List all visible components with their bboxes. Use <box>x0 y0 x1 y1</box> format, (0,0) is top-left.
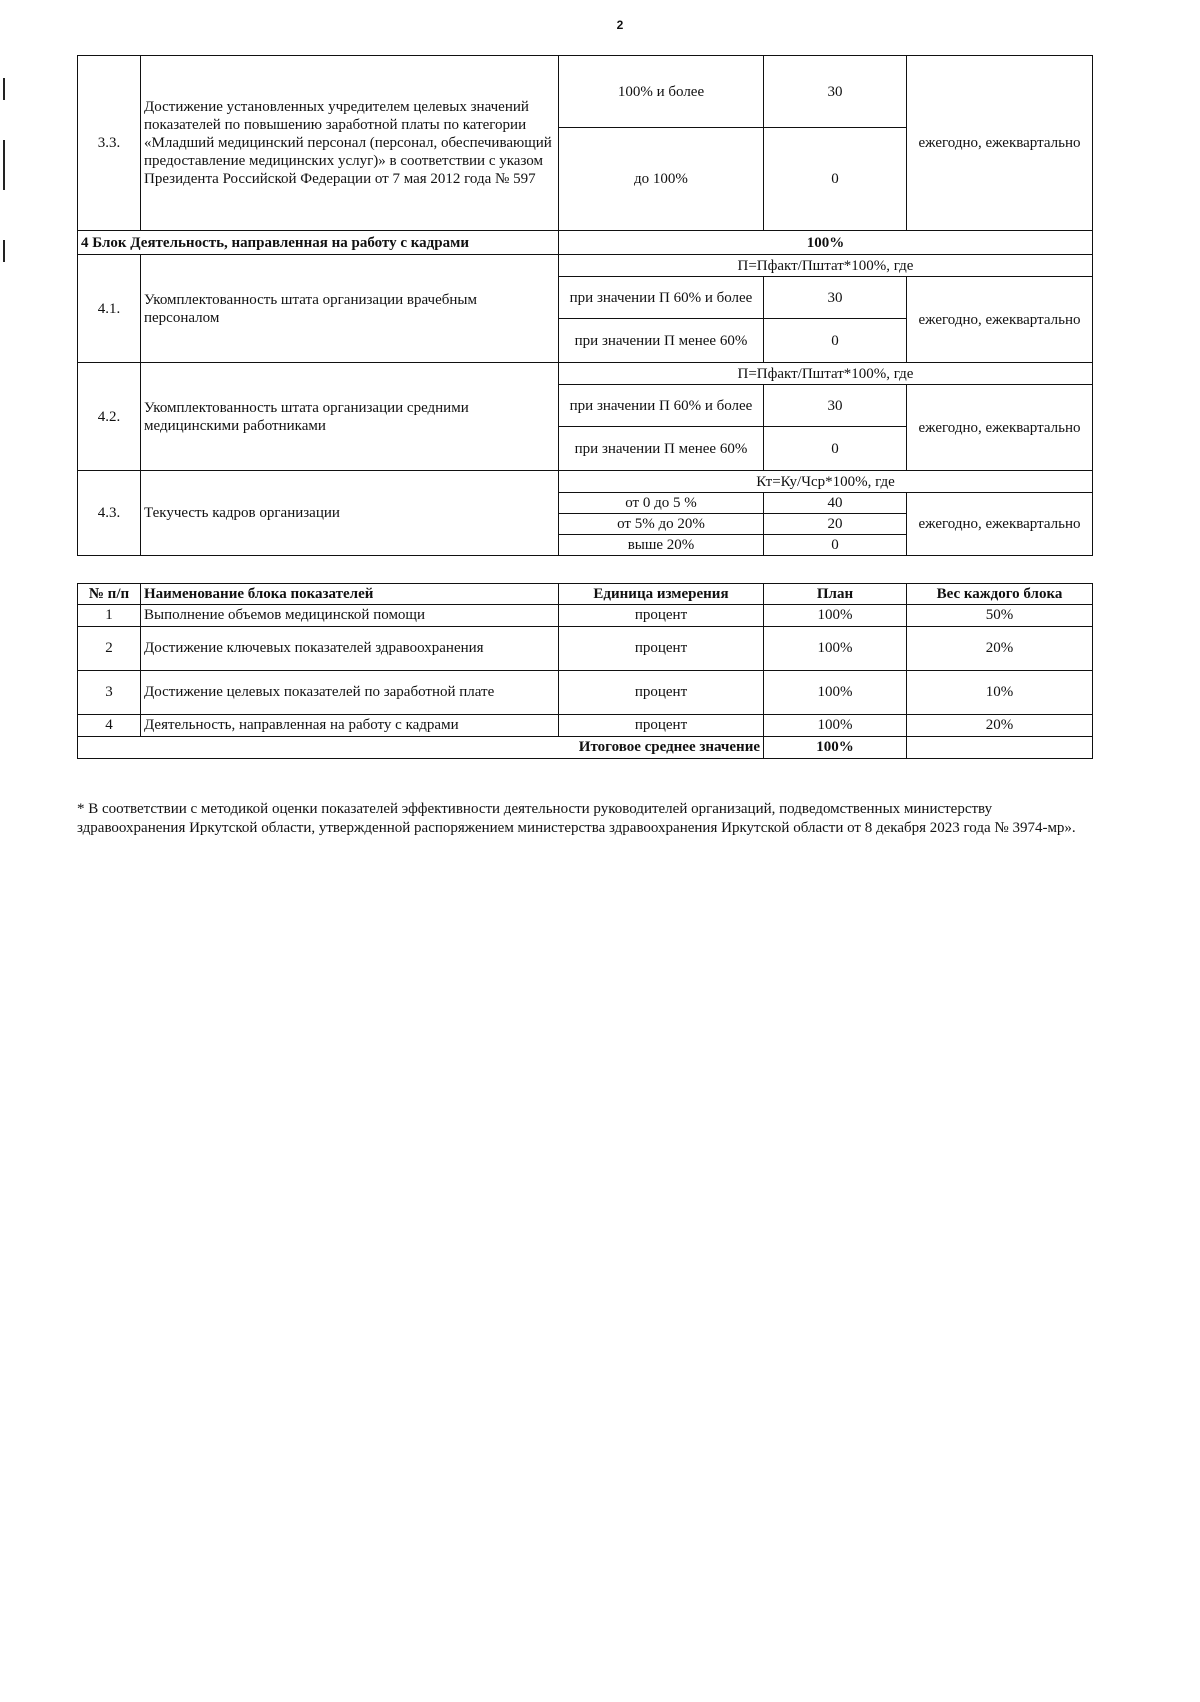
indicator-description: Укомплектованность штата организации врачебным персоналом <box>141 255 559 363</box>
table-row <box>78 627 1093 671</box>
periodicity-cell: ежегодно, ежеквартально <box>907 277 1093 363</box>
block-name: Деятельность, направленная на работу с кадрами <box>141 715 559 737</box>
row-number: 4 <box>78 715 141 737</box>
weight-cell: 20% <box>907 627 1093 671</box>
score-cell: 0 <box>764 427 907 471</box>
plan-cell: 100% <box>764 671 907 715</box>
total-plan: 100% <box>764 737 907 759</box>
total-empty-cell <box>907 737 1093 759</box>
table-row <box>78 671 1093 715</box>
row-number: 1 <box>78 605 141 627</box>
formula-cell: П=Пфакт/Пштат*100%, где <box>559 363 1093 385</box>
row-number: 2 <box>78 627 141 671</box>
condition-cell: при значении П менее 60% <box>559 319 764 363</box>
score-cell: 40 <box>764 493 907 514</box>
row-number: 4.2. <box>78 363 141 471</box>
score-cell: 0 <box>764 319 907 363</box>
weight-cell: 10% <box>907 671 1093 715</box>
column-header: Вес каждого блока <box>907 584 1093 605</box>
block-4-title: 4 Блок Деятельность, направленная на работу с кадрами <box>78 231 559 255</box>
score-cell: 30 <box>764 277 907 319</box>
periodicity-cell: ежегодно, ежеквартально <box>907 493 1093 556</box>
plan-cell: 100% <box>764 627 907 671</box>
formula-cell: Кт=Ку/Чср*100%, где <box>559 471 1093 493</box>
periodicity-cell: ежегодно, ежеквартально <box>907 56 1093 231</box>
condition-cell: при значении П 60% и более <box>559 385 764 427</box>
row-number: 3.3. <box>78 56 141 231</box>
plan-cell: 100% <box>764 715 907 737</box>
periodicity-cell: ежегодно, ежеквартально <box>907 385 1093 471</box>
condition-cell: 100% и более <box>559 56 764 128</box>
weight-cell: 20% <box>907 715 1093 737</box>
column-header: Единица измерения <box>559 584 764 605</box>
scan-edge-mark <box>3 140 5 190</box>
block-name: Достижение целевых показателей по заработной плате <box>141 671 559 715</box>
row-number: 3 <box>78 671 141 715</box>
column-header: Наименование блока показателей <box>141 584 559 605</box>
total-label: Итоговое среднее значение <box>78 737 764 759</box>
condition-cell: выше 20% <box>559 535 764 556</box>
unit-cell: процент <box>559 605 764 627</box>
condition-cell: при значении П 60% и более <box>559 277 764 319</box>
page-number: 2 <box>616 18 624 32</box>
footnote: * В соответствии с методикой оценки показателей эффективности деятельности руководителей организаций, подведомственных министерству здравоохранения Иркутской области, утвержденной распоряжением министерства здравоохранения Иркутской области от 8 декабря 2023 года № 3974-мр». <box>77 801 1076 836</box>
unit-cell: процент <box>559 627 764 671</box>
condition-cell: до 100% <box>559 128 764 231</box>
indicator-description: Достижение установленных учредителем целевых значений показателей по повышению заработной платы по категории «Младший медицинский персонал (персонал, обеспечивающий предоставление медицинских услуг)» в соответствии с указом Президента Российской Федерации от 7 мая 2012 года № 597 <box>141 56 559 231</box>
score-cell: 20 <box>764 514 907 535</box>
block-summary-table <box>77 583 1093 759</box>
plan-cell: 100% <box>764 605 907 627</box>
table-row <box>78 715 1093 737</box>
weight-cell: 50% <box>907 605 1093 627</box>
row-number: 4.3. <box>78 471 141 556</box>
scan-edge-mark <box>3 78 5 100</box>
score-cell: 30 <box>764 385 907 427</box>
table-header-row <box>78 584 1093 605</box>
indicator-description: Текучесть кадров организации <box>141 471 559 556</box>
block-name: Выполнение объемов медицинской помощи <box>141 605 559 627</box>
block-name: Достижение ключевых показателей здравоохранения <box>141 627 559 671</box>
scan-edge-mark <box>3 240 5 262</box>
indicators-table <box>77 55 1093 556</box>
condition-cell: от 0 до 5 % <box>559 493 764 514</box>
unit-cell: процент <box>559 671 764 715</box>
score-cell: 30 <box>764 56 907 128</box>
table-row <box>78 605 1093 627</box>
total-row <box>78 737 1093 759</box>
block-4-weight: 100% <box>559 231 1093 255</box>
score-cell: 0 <box>764 535 907 556</box>
indicator-description: Укомплектованность штата организации средними медицинскими работниками <box>141 363 559 471</box>
formula-cell: П=Пфакт/Пштат*100%, где <box>559 255 1093 277</box>
condition-cell: при значении П менее 60% <box>559 427 764 471</box>
column-header: № п/п <box>78 584 141 605</box>
row-number: 4.1. <box>78 255 141 363</box>
column-header: План <box>764 584 907 605</box>
score-cell: 0 <box>764 128 907 231</box>
unit-cell: процент <box>559 715 764 737</box>
condition-cell: от 5% до 20% <box>559 514 764 535</box>
